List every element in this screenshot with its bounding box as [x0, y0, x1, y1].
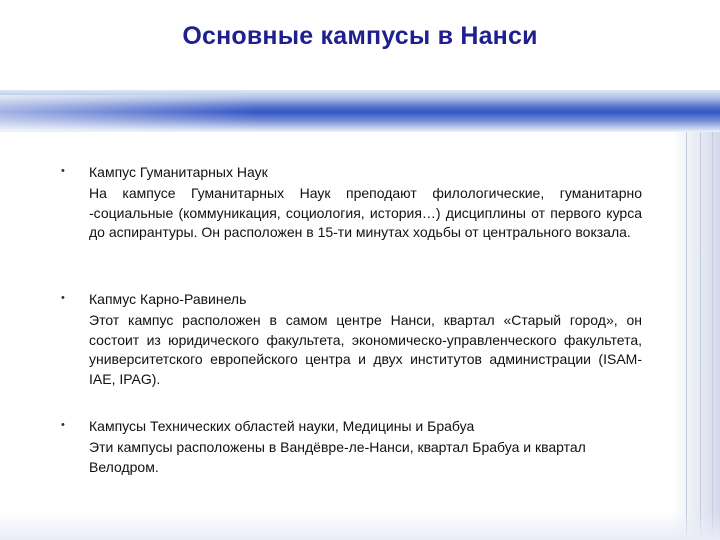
bullet-icon: • [61, 165, 65, 177]
item-body: Эти кампусы расположены в Вандёвре-ле-Нанси, квартал Брабуа и квартал Велодром. [89, 439, 586, 475]
slide-title: Основные кампусы в Нанси [182, 22, 538, 50]
bullet-icon: • [61, 419, 65, 431]
item-heading: Кампус Гуманитарных Наук [89, 164, 268, 180]
item-body: На кампусе Гуманитарных Наук преподают филологические, гуманитарно -социальные (коммуникация, социология, история…) дисциплины от первого курса до аспирантуры. Он расположен в 15-ти минутах ходьбы от центрального вокзала. [89, 185, 642, 240]
bullet-icon: • [61, 292, 65, 304]
item-body: Этот кампус расположен в самом центре Нанси, квартал «Старый город», он состоит из юридического факультета, экономическо-управленческого факультета, университетского европейского центра и двух институтов администрации (ISAM-IAE, IPAG). [89, 312, 642, 387]
item-heading: Кампусы Технических областей науки, Медицины и Брабуа [89, 418, 475, 434]
item-heading: Капмус Карно-Равинель [89, 291, 247, 307]
